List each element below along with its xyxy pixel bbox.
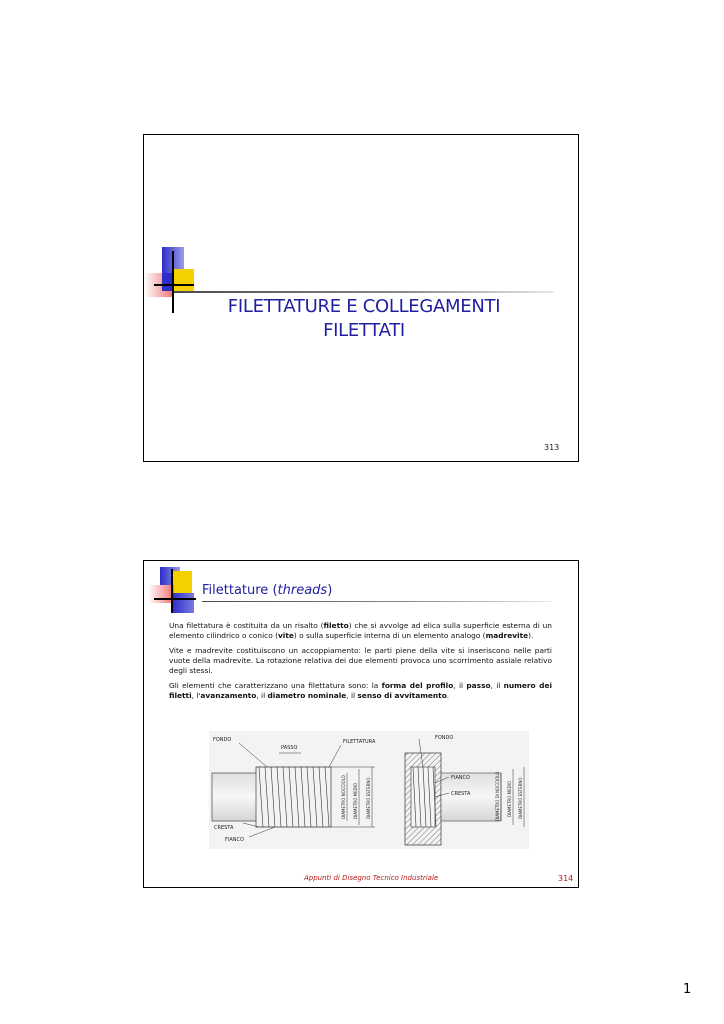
slide-page-number: 313: [544, 443, 560, 452]
label-diametro-nocciolo-right: DIAMETRO DI NOCCIOLO: [495, 771, 500, 821]
title-rule: [202, 601, 552, 602]
label-diametro-medio-right: DIAMETRO MEDIO: [507, 780, 512, 817]
label-diametro-esterno-right: DIAMETRO ESTERNO: [518, 777, 523, 819]
slide-page-number: 314: [558, 874, 574, 883]
slide-footer: Appunti di Disegno Tecnico Industriale: [304, 874, 439, 882]
label-fianco-right: FIANCO: [451, 775, 470, 781]
sheet-page-number: 1: [683, 982, 692, 997]
slide-body-text: [169, 621, 552, 706]
paragraph-coupling: Vite e madrevite costituiscono un accoppiamento: le parti piene della vite si inseriscono nelle parti vuote della madrevite. La rotazione relativa dei due elementi provoca uno scorrimento assiale relativo degli stessi.: [169, 646, 552, 675]
logo-squares-decoration: [144, 567, 204, 617]
label-diametro-esterno: DIAMETRO ESTERNO: [366, 777, 371, 819]
paragraph-definition: Una filettatura è costituita da un risalto (filetto) che si avvolge ad elica sulla superficie esterna di un elemento cilindrico o conico (vite) o sulla superficie interna di un elemento analogo (madrevite).: [169, 621, 552, 640]
label-filettatura: FILETTATURA: [343, 739, 376, 745]
label-cresta: CRESTA: [214, 825, 234, 831]
label-fianco: FIANCO: [225, 837, 244, 843]
slide-title: FILETTATURE E COLLEGAMENTI FILETTATI: [227, 296, 501, 341]
label-fondo-right: FONDO: [435, 735, 454, 741]
label-diametro-medio: DIAMETRO MEDIO: [353, 782, 358, 819]
thread-diagram: [209, 731, 529, 849]
logo-squares-decoration: [144, 247, 204, 307]
paragraph-elements: Gli elementi che caratterizzano una filettatura sono: la forma del profilo, il passo, il numero dei filetti, l'avanzamento, il diametro nominale, il senso di avvitamento.: [169, 681, 552, 700]
label-diametro-nocciolo: DIAMETRO NOCCIOLO: [341, 775, 346, 819]
label-passo: PASSO: [281, 745, 298, 751]
slide-title: Filettature (threads): [202, 583, 333, 598]
slide-314: [143, 560, 579, 888]
slide-313: [143, 134, 579, 462]
label-fondo: FONDO: [213, 737, 232, 743]
title-rule: [174, 291, 554, 293]
label-cresta-right: CRESTA: [451, 791, 471, 797]
